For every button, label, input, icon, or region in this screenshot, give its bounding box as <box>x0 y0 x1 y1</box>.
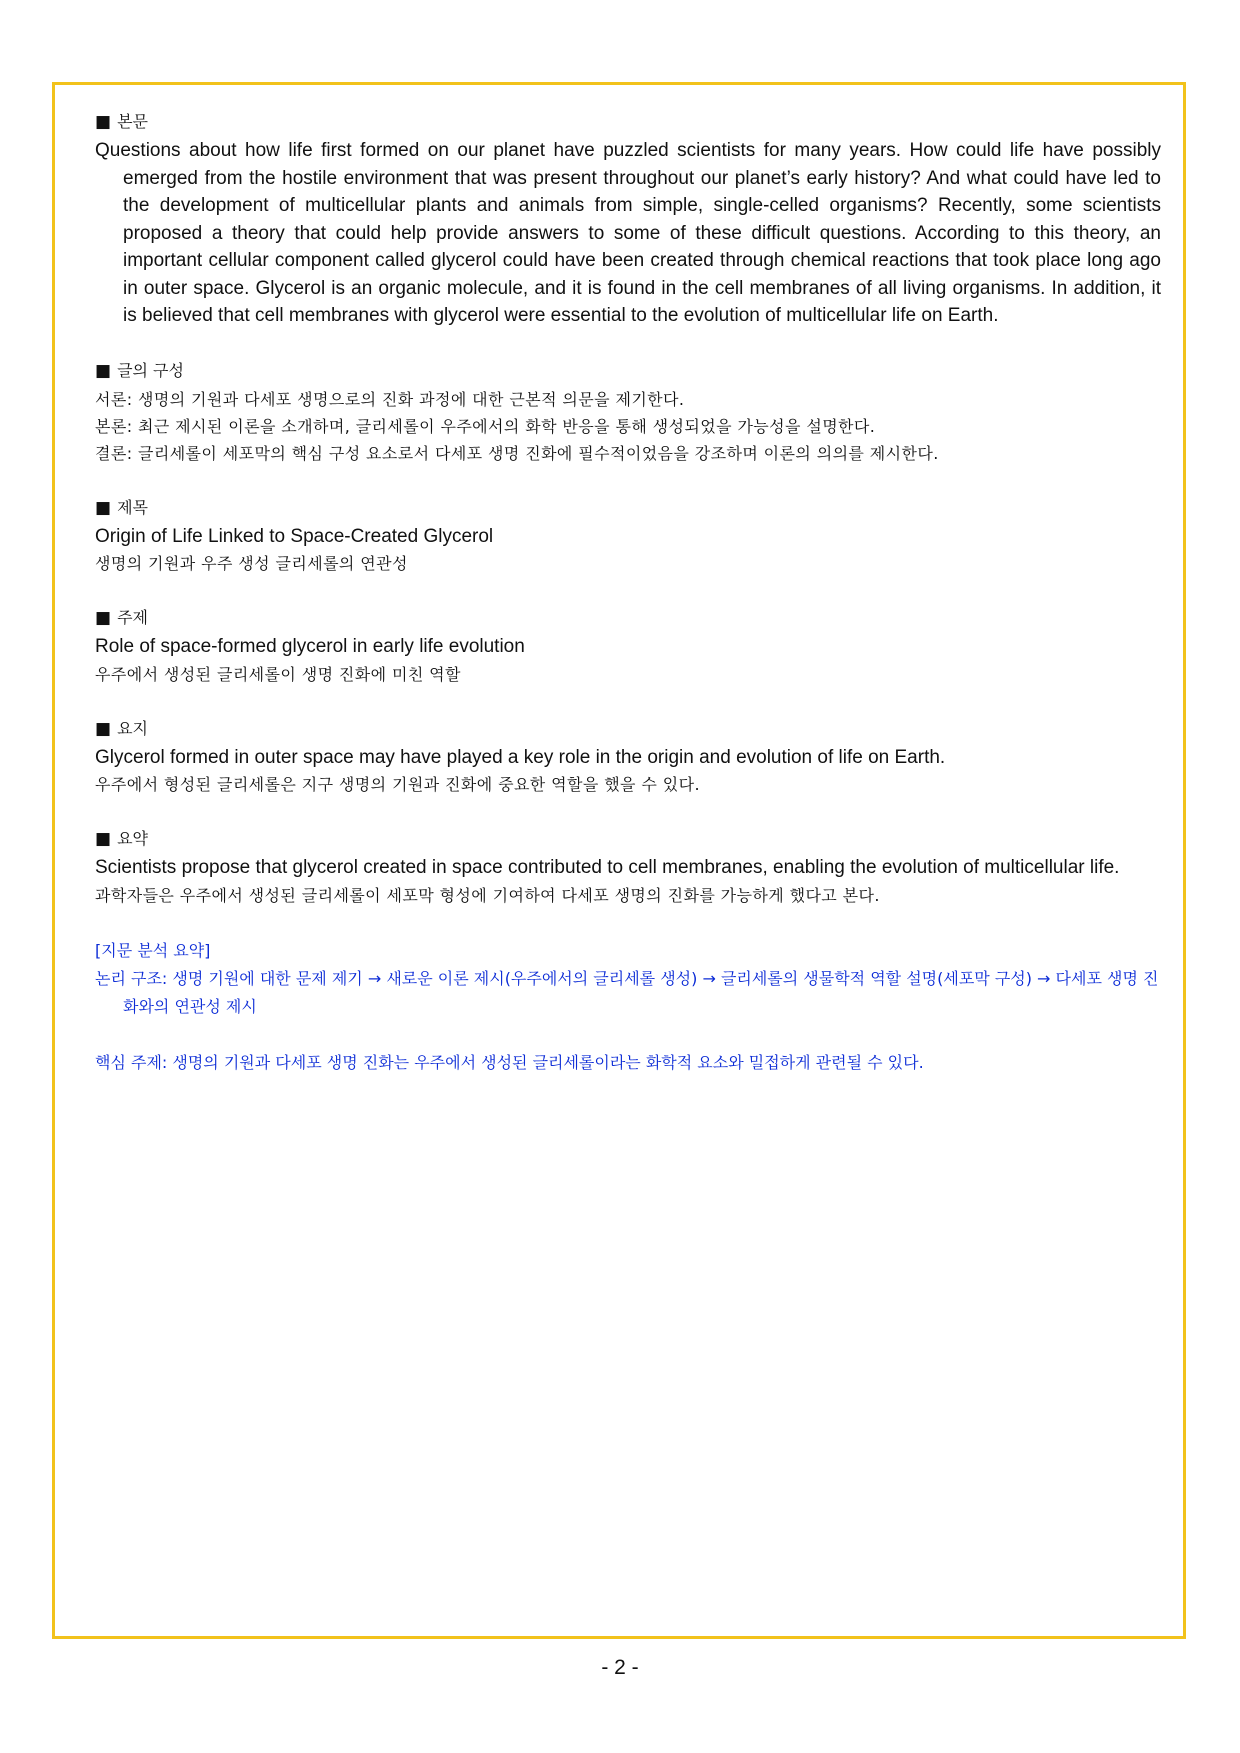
page-content <box>95 109 1161 1077</box>
body-passage: Questions about how life first formed on our planet have puzzled scientists for many years. How could life have possibly emerged from the hostile environment that was present throughout our planet’s early history? And what could have led to the development of multicellular plants and animals from simple, single-celled organisms? Recently, some scientists proposed a theory that could help provide answers to some of these difficult questions. According to this theory, an important cellular component called glycerol could have been created through chemical reactions that took place long ago in outer space. Glycerol is an organic molecule, and it is found in the cell membranes of all living organisms. In addition, it is believed that cell membranes with glycerol were essential to the evolution of multicellular life on Earth. <box>95 140 1161 326</box>
summary-en: Scientists propose that glycerol created in space contributed to cell membranes, enabling the evolution of multicellular life. <box>95 857 1120 878</box>
square-bullet-icon: ■ <box>95 829 112 849</box>
topic-ko: 우주에서 생성된 글리세롤이 생명 진화에 미친 역할 <box>95 664 461 684</box>
heading-text: 제목 <box>117 497 148 517</box>
analysis-label: [지문 분석 요약] <box>95 940 211 960</box>
square-bullet-icon: ■ <box>95 608 112 628</box>
section-heading <box>95 358 1161 384</box>
title-ko: 생명의 기원과 우주 생성 글리세롤의 연관성 <box>95 554 408 573</box>
analysis-core-topic: 핵심 주제: 생명의 기원과 다세포 생명 진화는 우주에서 생성된 글리세롤이라는 화학적 요소와 밀접하게 관련될 수 있다. <box>95 1052 924 1072</box>
topic-en: Role of space-formed glycerol in early life evolution <box>95 636 525 657</box>
analysis-spacer <box>95 1021 1161 1049</box>
page-number: - 2 - <box>601 1656 639 1679</box>
section-body <box>95 109 1161 330</box>
structure-main: 본론: 최근 제시된 이론을 소개하며, 글리세롤이 우주에서의 화학 반응을 통해 생성되었을 가능성을 설명한다. <box>95 416 876 436</box>
gist-ko: 우주에서 형성된 글리세롤은 지구 생명의 기원과 진화에 중요한 역할을 했을 수 있다. <box>95 775 700 794</box>
square-bullet-icon: ■ <box>95 497 112 518</box>
heading-text: 글의 구성 <box>117 360 184 380</box>
section-topic <box>95 605 1161 688</box>
section-heading <box>95 605 1161 631</box>
section-summary <box>95 826 1161 909</box>
section-title <box>95 495 1161 578</box>
structure-intro: 서론: 생명의 기원과 다세포 생명으로의 진화 과정에 대한 근본적 의문을 제기한다. <box>95 389 685 409</box>
analysis-logic: 논리 구조: 생명 기원에 대한 문제 제기 → 새로운 이론 제시(우주에서의 글리세롤 생성) → 글리세롤의 생물학적 역할 설명(세포막 구성) → 다세포 생명 진화와의 연관성 제시 <box>95 968 1159 1016</box>
heading-text: 요약 <box>117 829 148 848</box>
section-heading <box>95 495 1161 521</box>
square-bullet-icon: ■ <box>95 718 112 739</box>
summary-ko: 과학자들은 우주에서 생성된 글리세롤이 세포막 형성에 기여하여 다세포 생명의 진화를 가능하게 했다고 본다. <box>95 885 880 905</box>
analysis-summary <box>95 937 1161 1077</box>
page-border-frame <box>52 82 1186 1639</box>
square-bullet-icon: ■ <box>95 112 112 132</box>
heading-text: 본문 <box>117 112 148 131</box>
section-structure <box>95 358 1161 467</box>
section-heading <box>95 826 1161 852</box>
square-bullet-icon: ■ <box>95 360 112 381</box>
structure-conclusion: 결론: 글리세롤이 세포막의 핵심 구성 요소로서 다세포 생명 진화에 필수적이었음을 강조하며 이론의 의의를 제시한다. <box>95 443 939 463</box>
section-gist <box>95 716 1161 799</box>
heading-text: 요지 <box>117 718 148 738</box>
heading-text: 주제 <box>117 608 148 627</box>
title-en: Origin of Life Linked to Space-Created Glycerol <box>95 525 494 547</box>
section-heading <box>95 716 1161 742</box>
section-heading <box>95 109 1161 135</box>
gist-en: Glycerol formed in outer space may have played a key role in the origin and evolution of life on Earth. <box>95 746 946 768</box>
